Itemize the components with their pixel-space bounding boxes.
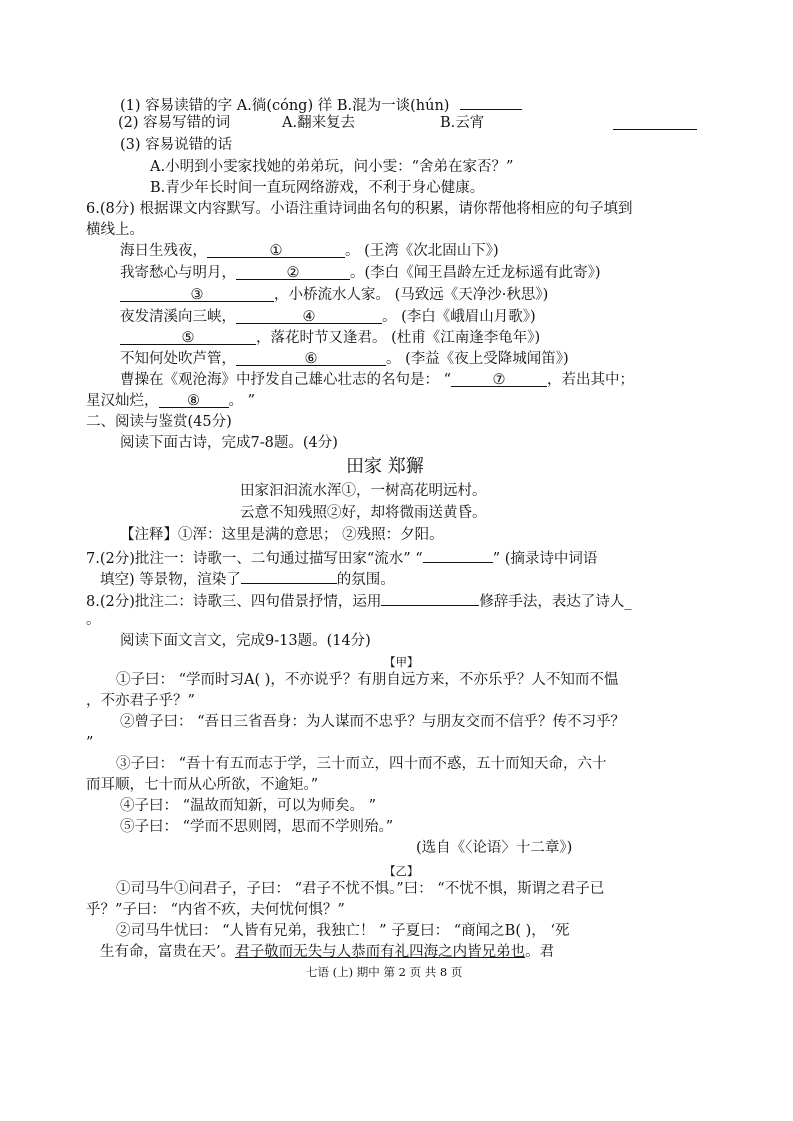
q5-item2: (2) 容易写错的词	[118, 115, 231, 131]
q5-item3: (3) 容易说错的话	[120, 137, 233, 153]
q8-line-2: 。	[86, 612, 101, 628]
answer-blank-2[interactable]: ②	[236, 263, 350, 280]
poem-line-1: 田家汩汩流水浑①，一树高花明远村。	[240, 483, 487, 499]
jia-2a: ②曾子曰： “吾日三省吾身：为人谋而不忠乎？与朋友交而不信乎？传不习乎？	[120, 714, 626, 730]
yi-2a: ②司马牛忧曰： “人皆有兄弟，我独亡！ ” 子夏曰： “商闻之B( )， ‘死	[116, 923, 570, 939]
jia-1b: ，不亦君子乎？”	[86, 693, 195, 709]
classical-intro: 阅读下面文言文，完成9-13题。(14分)	[120, 633, 371, 649]
poem-line-2: 云意不知残照②好，却将微雨送黄昏。	[240, 505, 487, 521]
jia-2b: ”	[86, 735, 94, 751]
jia-5: ⑤子曰： “学而不思则罔，思而不学则殆。”	[120, 819, 394, 835]
q5-item3-option-a: A.小明到小雯家找她的弟弟玩，问小雯：“舍弟在家否？”	[150, 159, 514, 175]
yi-1a: ①司马牛①问君子，子曰： “君子不忧不惧。”曰： “不忧不惧，斯谓之君子已	[116, 881, 605, 897]
q5-item2-option-b: B.云宵	[440, 115, 485, 131]
q6-line-6: 不知何处吹芦管， ⑥ 。 (李益《夜上受降城闻笛》)	[120, 351, 569, 367]
jia-1a: ①子曰： “学而时习A( )，不亦说乎？有朋自远方来，不亦乐乎？人不知而不愠	[116, 672, 619, 688]
q5-item2-option-a: A.翻来复去	[282, 115, 356, 131]
answer-blank-7[interactable]: ⑦	[451, 370, 547, 387]
poem-title: 田家 郑獬	[346, 456, 424, 477]
answer-blank[interactable]	[241, 567, 337, 584]
underlined-sentence: 君子敬而无失与人恭而有礼四海之内皆兄弟也	[235, 944, 526, 960]
passage-yi-label: 【乙】	[384, 864, 419, 878]
answer-blank-3[interactable]: ③	[120, 285, 274, 302]
q6-line-3: ③ ，小桥流水人家。 (马致远《天净沙·秋思》)	[120, 285, 548, 305]
section-heading: 二、阅读与鉴赏(45分)	[86, 414, 232, 430]
q8-line-1: 8.(2分)批注二：诗歌三、四句借景抒情，运用 修辞手法，表达了诗人_	[86, 589, 632, 612]
poem-note: 【注释】①浑：这里是满的意思； ②残照：夕阳。	[120, 527, 444, 543]
answer-blank-1[interactable]: ①	[207, 241, 345, 258]
q6-line-2: 我寄愁心与明月， ② 。(李白《闻王昌龄左迁龙标遥有此寄》)	[120, 265, 601, 281]
jia-3a: ③子曰： “吾十有五而志于学，三十而立，四十而不惑，五十而知天命，六十	[116, 756, 607, 772]
poem-intro: 阅读下面古诗，完成7-8题。(4分)	[120, 435, 338, 451]
q6-stem-2: 横线上。	[86, 222, 144, 238]
q6-line-4: 夜发清溪向三峡， ④ 。 (李白《峨眉山月歌》)	[120, 309, 536, 325]
q6-line-5: ⑤ ，落花时节又逢君。 (杜甫《江南逢李龟年》)	[120, 328, 540, 348]
answer-blank[interactable]	[460, 93, 522, 110]
answer-blank[interactable]	[613, 113, 697, 130]
answer-blank-4[interactable]: ④	[236, 307, 382, 324]
answer-blank-5[interactable]: ⑤	[120, 328, 256, 345]
q7-line-2: 填空) 等景物，渲染了 的氛围。	[100, 567, 395, 590]
yi-2b: 生有命，富贵在天’。君子敬而无失与人恭而有礼四海之内皆兄弟也。君	[100, 944, 555, 960]
jia-3b: 而耳顺，七十而从心所欲，不逾矩。”	[86, 777, 319, 793]
q6-line-7: 曹操在《观沧海》中抒发自己雄心壮志的名句是： “ ⑦ ，若出其中；	[120, 372, 635, 388]
passage-jia-label: 【甲】	[384, 655, 419, 669]
answer-blank-8[interactable]: ⑧	[159, 391, 229, 408]
answer-blank-6[interactable]: ⑥	[236, 349, 386, 366]
jia-4: ④子曰： “温故而知新，可以为师矣。 ”	[120, 798, 377, 814]
page-footer: 七语 (上) 期中 第 2 页 共 8 页	[306, 965, 463, 979]
yi-1b: 乎？”子曰： “内省不疚，夫何忧何惧？”	[86, 902, 345, 918]
q6-line-8: 星汉灿烂， ⑧ 。 ”	[86, 393, 256, 409]
answer-blank[interactable]	[381, 589, 479, 606]
q5-item3-option-b: B.青少年长时间一直玩网络游戏，不利于身心健康。	[150, 180, 485, 196]
q6-line-1: 海日生残夜， ① 。 (王湾《次北固山下》)	[120, 243, 499, 259]
passage-source: (选自《〈论语〉十二章》)	[416, 840, 573, 856]
q5-item2-blank	[613, 113, 697, 136]
q7-line-1: 7.(2分)批注一：诗歌一、二句通过描写田家“流水” “ ” (摘录诗中词语	[86, 546, 597, 569]
answer-blank[interactable]	[423, 546, 493, 563]
q5-item1: (1) 容易读错的字 A.徜(cóng) 徉 B.混为一谈(hún)	[120, 93, 522, 116]
q6-stem-1: 6.(8分) 根据课文内容默写。小语注重诗词曲名句的积累，请你帮他将相应的句子填到	[86, 201, 633, 217]
